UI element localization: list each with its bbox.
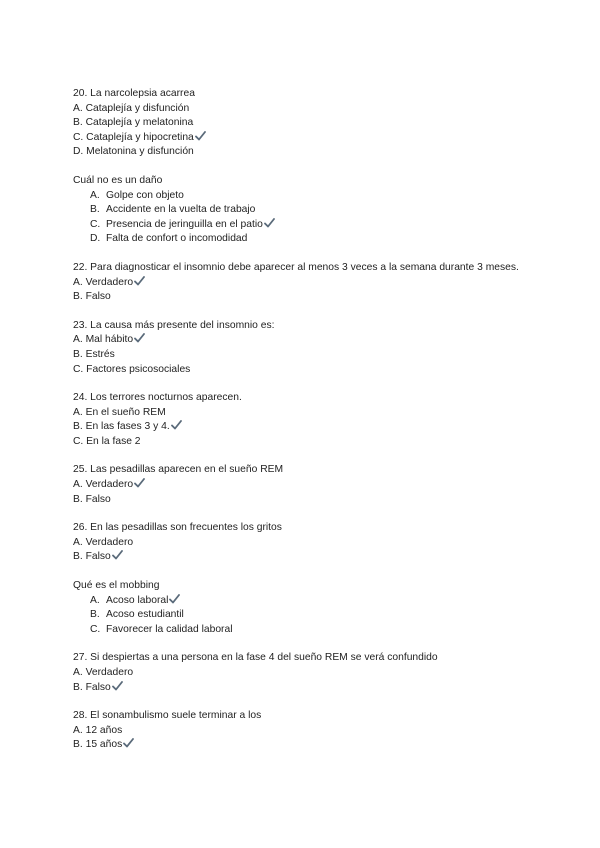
- answer-option: [73, 420, 533, 435]
- answer-option: [73, 131, 533, 146]
- checkmark-icon: [195, 131, 206, 141]
- checkmark-icon: [169, 594, 180, 604]
- option-text: B. 15 años: [73, 739, 123, 751]
- answer-option: [73, 290, 533, 305]
- checkmark-icon: [112, 550, 123, 560]
- answer-option: [73, 406, 533, 421]
- option-letter: B.: [90, 204, 100, 216]
- option-text: D. Melatonina y disfunción: [73, 146, 194, 158]
- answer-option: [73, 333, 533, 348]
- question-title: 27. Si despiertas a una persona en la fase 4 del sueño REM se verá confundido: [73, 652, 438, 664]
- option-letter: A.: [90, 189, 100, 201]
- answer-option: [73, 232, 533, 247]
- answer-option: [73, 116, 533, 131]
- option-letter: B.: [90, 609, 100, 621]
- question-title: 24. Los terrores nocturnos aparecen.: [73, 392, 242, 404]
- answer-option: [73, 203, 533, 218]
- question-title: Qué es el mobbing: [73, 580, 160, 592]
- answer-option: [73, 189, 533, 204]
- answer-option: [73, 594, 533, 609]
- question-block: [73, 651, 533, 695]
- option-text: A. Mal hábito: [73, 334, 134, 346]
- answer-option: [73, 623, 533, 638]
- question-block: [73, 521, 533, 565]
- question-title: 25. Las pesadillas aparecen en el sueño REM: [73, 464, 284, 476]
- option-text: A. Verdadero: [73, 479, 134, 491]
- option-letter: C.: [90, 218, 101, 230]
- question-block: [73, 174, 533, 247]
- option-text: B. Falso: [73, 551, 111, 563]
- option-text: B. Falso: [73, 493, 111, 505]
- option-text: B. En las fases 3 y 4.: [73, 421, 170, 433]
- answer-option: [73, 666, 533, 681]
- answer-option: [73, 493, 533, 508]
- answer-option: [73, 478, 533, 493]
- option-text: B. Falso: [73, 291, 111, 303]
- option-text: A. Cataplejía y disfunción: [73, 102, 190, 114]
- question-title: 22. Para diagnosticar el insomnio debe aparecer al menos 3 veces a la semana durante 3 meses.: [73, 261, 519, 273]
- checkmark-icon: [134, 276, 145, 286]
- answer-option: [73, 536, 533, 551]
- answer-option: [73, 681, 533, 696]
- question-block: [73, 463, 533, 507]
- option-text: A. 12 años: [73, 724, 123, 736]
- option-text: Presencia de jeringuilla en el patio: [106, 218, 263, 230]
- option-text: C. En la fase 2: [73, 435, 141, 447]
- question-title: Cuál no es un daño: [73, 174, 163, 186]
- question-title: 28. El sonambulismo suele terminar a los: [73, 710, 262, 722]
- question-list: [73, 87, 533, 767]
- option-letter: D.: [90, 233, 101, 245]
- question-title: 23. La causa más presente del insomnio es:: [73, 319, 275, 331]
- option-text: C. Factores psicosociales: [73, 363, 191, 375]
- question-block: [73, 391, 533, 449]
- question-block: [73, 319, 533, 377]
- answer-option: [73, 608, 533, 623]
- checkmark-icon: [264, 218, 275, 228]
- checkmark-icon: [171, 420, 182, 430]
- option-text: Golpe con objeto: [106, 189, 184, 201]
- option-text: B. Cataplejía y melatonina: [73, 117, 194, 129]
- answer-option: [73, 348, 533, 363]
- checkmark-icon: [123, 738, 134, 748]
- option-text: B. Estrés: [73, 348, 115, 360]
- option-text: Acoso laboral: [106, 594, 169, 606]
- option-text: C. Cataplejía y hipocretina: [73, 131, 194, 143]
- option-text: A. Verdadero: [73, 667, 134, 678]
- question-title: 20. La narcolepsia acarrea: [73, 88, 195, 99]
- option-text: Acoso estudiantil: [106, 609, 184, 621]
- checkmark-icon: [134, 478, 145, 488]
- answer-option: [73, 724, 533, 739]
- checkmark-icon: [112, 681, 123, 691]
- answer-option: [73, 145, 533, 160]
- question-block: [73, 87, 533, 160]
- option-text: A. En el sueño REM: [73, 406, 166, 418]
- question-block: [73, 579, 533, 637]
- option-text: Falta de confort o incomodidad: [106, 233, 248, 245]
- option-text: B. Falso: [73, 681, 111, 693]
- checkmark-icon: [134, 333, 145, 343]
- answer-option: [73, 102, 533, 117]
- answer-option: [73, 550, 533, 565]
- option-text: A. Verdadero: [73, 536, 134, 548]
- option-text: Favorecer la calidad laboral: [106, 623, 233, 635]
- option-text: Accidente en la vuelta de trabajo: [106, 204, 256, 216]
- option-text: A. Verdadero: [73, 276, 134, 288]
- answer-option: [73, 363, 533, 378]
- question-block: [73, 261, 533, 305]
- answer-option: [73, 218, 533, 233]
- option-letter: C.: [90, 623, 101, 635]
- answer-option: [73, 738, 533, 753]
- question-block: [73, 709, 533, 753]
- option-letter: A.: [90, 594, 100, 606]
- question-title: 26. En las pesadillas son frecuentes los gritos: [73, 522, 282, 534]
- answer-option: [73, 276, 533, 291]
- answer-option: [73, 435, 533, 450]
